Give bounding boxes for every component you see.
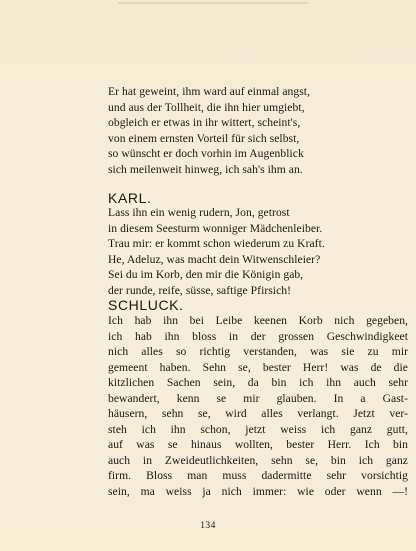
page-number: 134 (200, 521, 216, 531)
text-line: firm. Bloss man muss dadermitte sehr vorsichtig (108, 469, 408, 482)
speaker-schluck (108, 296, 416, 314)
text-line: Lass ihn ein wenig rudern, Jon, getrost (108, 206, 290, 219)
text-line: bewandert, kenn se mir glauben. In a Gast- (108, 391, 408, 405)
text-line: He, Adeluz, was macht dein Witwenschleier? (108, 252, 321, 266)
text-line: nich alles so richtig verstanden, was sie zu mir (108, 345, 408, 358)
text-line: steh ich ihn schon, jetzt weiss ich ganz gutt, (108, 422, 408, 436)
text-line: gemeent haben. Sehn se, bester Herr! was de die (108, 360, 408, 374)
schluck-speech (108, 313, 416, 499)
text-line: sich meilenweit hinweg, ich sah's ihm an. (108, 162, 303, 176)
speaker-name: SCHLUCK. (108, 297, 184, 313)
text-line: auf was se hinaus wollten, bester Herr. Ich bin (108, 438, 408, 451)
text-line: Er hat geweint, ihm ward auf einmal angst, (108, 85, 311, 98)
text-line: von einem ernsten Vorteil für sich selbst, (108, 131, 300, 145)
text-line: sein, ma weiss ja nich immer: wie oder wenn —! (108, 484, 408, 498)
text-line: der runde, reife, süsse, saftige Pfirsich! (108, 283, 292, 297)
paragraph-continuation (108, 84, 416, 177)
text-line: obgleich er etwas in ihr wittert, scheint's, (108, 116, 301, 129)
text-line: in diesem Seesturm wonniger Mädchenleiber. (108, 221, 323, 235)
text-line: Sei du im Korb, den mir die Königin gab, (108, 268, 304, 281)
text-line: und aus der Tollheit, die ihn hier umgiebt, (108, 100, 305, 114)
text-line: kitzlichen Sachen sein, da bin ich ihn auch sehr (108, 376, 408, 389)
text-line: auch in Zweideutlichkeiten, sehn se, bin ich ganz (108, 453, 408, 467)
text-line: Trau mir: er kommt schon wiederum zu Kraft. (108, 237, 325, 250)
text-line: ich hab ihn bloss in der grossen Geschwindigkeet (108, 329, 408, 343)
text-line: so wünscht er doch vorhin im Augenblick (108, 147, 304, 160)
text-line: Ich hab ihn bei Leibe keenen Korb nich gegeben, (108, 314, 408, 327)
speaker-name: KARL. (108, 190, 152, 206)
text-line: häusern, sehn se, wird alles verlangt. Jetzt ver- (108, 407, 408, 420)
top-edge-mark (118, 2, 308, 4)
karl-speech (108, 205, 416, 298)
